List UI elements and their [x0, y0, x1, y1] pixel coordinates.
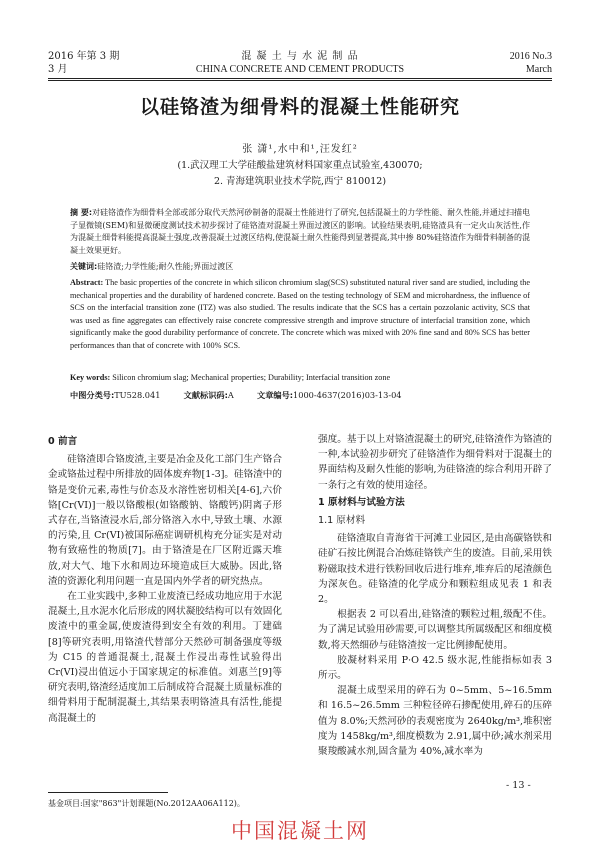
article-id-label: 文章编号: — [257, 390, 294, 400]
keywords-cn-label: 关键词: — [70, 262, 98, 271]
paper-authors: 张 潇¹,水中和¹,汪发红² — [242, 144, 358, 155]
materials-paragraph-1: 硅铬渣取自青海省干河滩工业园区,是由高碳铬铁和硅矿石按比例混合冶炼硅铬铁产生的废渣。目前,采用铁粉磁取技术进行铁粉回收后进行堆弃,堆弃后的尾渣颜色为深灰色。硅铬渣的化学成分和颗粒组成见表 1 和表 2。 — [318, 533, 552, 606]
header-journal-cn: 混 凝 土 与 水 泥 制 品 — [241, 51, 359, 62]
affiliation-2: 2. 青海建筑职业技术学院,西宁 810012) — [213, 176, 387, 187]
materials-paragraph-2: 根据表 2 可以看出,硅铬渣的颗粒过粗,级配不佳。为了满足试验用砂需要,可以调整其所属级配区和细度模数,将天然细砂与硅铬渣按一定比例掺配使用。 — [318, 609, 552, 651]
header-rule — [48, 78, 552, 79]
right-column — [318, 432, 552, 759]
clc-label: 中图分类号: — [70, 390, 115, 400]
left-column — [48, 432, 282, 726]
abstract-cn-text: 对硅铬渣作为细骨料全部或部分取代天然河砂制备的混凝土性能进行了研究,包括混凝土的力学性能、耐久性能,并通过扫描电子显微镜(SEM)和显微硬度测试技术初步探讨了硅铬渣对混凝土界面过渡区的影响。试验结果表明,硅铬渣具有一定火山灰活性,作为混凝土细骨料能提高混凝土强度,改善混凝土过渡区结构,使混凝土耐久性能得到显著提高,其中掺 80%硅铬渣作为细骨料制备的混凝土效果更好。 — [70, 208, 530, 255]
header-issue-year: 2016 年第 3 期 — [48, 51, 120, 62]
materials-paragraph-3: 胶凝材料采用 P·O 42.5 级水泥,性能指标如表 3 所示。 — [318, 654, 552, 682]
intro-paragraph-cont: 强度。基于以上对铬渣混凝土的研究,硅铬渣作为铬渣的一种,本试验初步研究了硅铬渣作为细骨料对于混凝土的界面结构及耐久性能的影响,为硅铬渣的综合利用开辟了一条行之有效的使用途径。 — [318, 434, 552, 491]
keywords-en — [70, 372, 530, 385]
materials-paragraph-4: 混凝土成型采用的碎石为 0~5mm、5~16.5mm 和 16.5~26.5mm 三种粒径碎石掺配使用,碎石的压碎值为 8.0%;天然河砂的表观密度为 2640kg/m³,堆积密度为 1458kg/m³,细度模数为 2.91,属中砂;减水剂采用聚羧酸减水剂,固含量为 40%,减水率为 — [318, 685, 552, 758]
intro-paragraph-2: 在工业实践中,多种工业废渣已经成功地应用于水泥混凝土,且水泥水化后形成的网状凝胶结构可以有效固化废渣中的重金属,使废渣得到安全有效的利用。丁建础[8]等研究表明,用铬渣代替部分天然砂可制备强度等级为 C15 的普通混凝土,混凝土作浸出毒性试验得出 Cr(VI)浸出值远小于国家规定的标准值。刘惠兰[9]等研究表明,铬渣经适度加工后制成符合混凝土质量标准的细骨料用于配制混凝土,其结果表明铬渣具有活性,能提高混凝土的 — [48, 591, 282, 724]
keywords-cn — [70, 261, 530, 274]
doc-code-label: 文献标识码: — [183, 390, 228, 400]
doc-code-value: A — [227, 390, 234, 400]
abstract-cn — [70, 207, 530, 257]
affiliation-1: (1.武汉理工大学硅酸盐建筑材料国家重点试验室,430070; — [177, 160, 423, 171]
header-number-month: March — [525, 64, 552, 75]
heading-intro: 0 前言 — [48, 436, 78, 447]
keywords-en-text: Silicon chromium slag; Mechanical properties; Durability; Interfacial transition zone — [112, 373, 391, 382]
paper-title: 以硅铬渣为细骨料的混凝土性能研究 — [139, 96, 460, 118]
heading-raw-materials: 1.1 原材料 — [318, 515, 366, 527]
header-issue-month: 3 月 — [48, 64, 68, 75]
header-number — [510, 50, 552, 76]
intro-paragraph-1: 硅铬渣即合铬废渣,主要是冶金及化工部门生产铬合金或铬盐过程中所排放的固体废弃物[1-3]。硅铬渣中的铬是变价元素,毒性与价态及水溶性密切相关[4-6],六价铬[Cr(VI)]一般以铬酸根(如铬酸钠、铬酸钙)阴离子形式存在,当铬渣浸水后,部分铬溶入水中,导致土壤、水源的污染,且 Cr(VI)被国际癌症调研机构充分证实是对动物有致癌性的物质[7]。由于铬渣是在厂区附近露天堆放,对大气、地下水和周边环境造成巨大威胁。因此,铬渣的资源化利用问题一直是国内外学者的研究热点。 — [48, 454, 282, 587]
classification-line — [70, 389, 530, 402]
abstract-en-text: The basic properties of the concrete in which silicon chromium slag(SCS) substituted natural river sand are studied, including the mechanical properties and the durability of hardened concrete. Based on the testing technology of SEM and microhardness, the influence of SCS on the interfacial transition zone (ITZ) was also studied. The results indicate that the SCS has a certain pozzolanic activity, SCS that was used as fine aggregates can effectively raise concrete compressive strength and improve structure of interfacial transition zone, which significantly make the good durability performance of concrete. The concrete which was mixed with 20% fine sand and 80% SCS has better performances than that of concrete with 100% SCS. — [70, 278, 530, 350]
keywords-en-label: Key words: — [70, 373, 111, 382]
footnote-funding: 基金项目:国家"863"计划课题(No.2012AA06A112)。 — [48, 799, 245, 808]
site-watermark: 中国混凝土网 — [231, 819, 369, 843]
header-number-no: 2016 No.3 — [509, 51, 552, 62]
footnote-rule — [48, 792, 168, 793]
page-number: - 13 - — [506, 780, 531, 791]
heading-materials-methods: 1 原材料与试验方法 — [318, 496, 405, 508]
header-journal-en: CHINA CONCRETE AND CEMENT PRODUCTS — [195, 64, 405, 75]
abstract-cn-label: 摘 要: — [70, 208, 93, 217]
abstract-en-label: Abstract: — [70, 278, 104, 287]
keywords-cn-text: 硅铬渣;力学性能;耐久性能;界面过渡区 — [97, 262, 234, 271]
clc-value: TU528.041 — [114, 390, 161, 400]
header-rule-thin — [48, 80, 552, 81]
article-id-value: 1000-4637(2016)03-13-04 — [293, 390, 402, 400]
abstract-en — [70, 277, 530, 353]
